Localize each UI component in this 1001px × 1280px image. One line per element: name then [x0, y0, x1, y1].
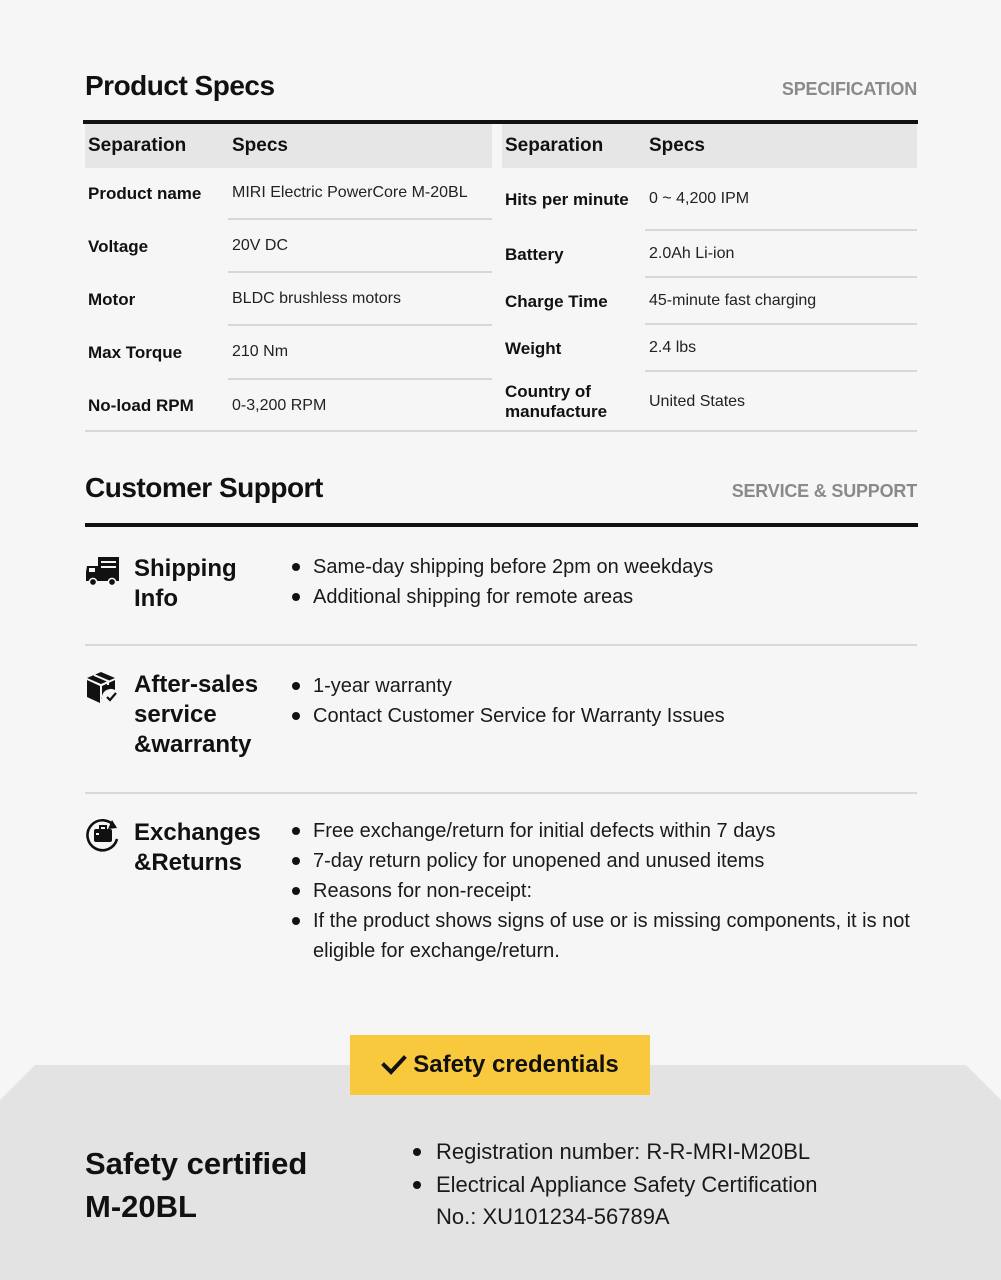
check-icon	[381, 1054, 407, 1076]
spec-label: Motor	[88, 289, 136, 309]
list-item: 7-day return policy for unopened and unused items	[290, 846, 920, 876]
header-separation: Separation	[505, 135, 604, 156]
safety-title-line2: M-20BL	[85, 1189, 197, 1224]
safety-list	[410, 1136, 850, 1234]
support-top-rule	[85, 523, 918, 527]
list-item: 1-year warranty	[290, 671, 920, 701]
table-header	[85, 124, 492, 168]
table-row	[502, 231, 917, 278]
table-row	[502, 278, 917, 325]
spec-label: Voltage	[88, 236, 149, 256]
specs-column-left	[85, 124, 492, 432]
specs-column-right	[502, 124, 917, 432]
specs-tag: SPECIFICATION	[781, 79, 917, 99]
divider	[85, 792, 917, 794]
list-item: Reasons for non-receipt:	[290, 876, 920, 906]
spec-label: Product name	[88, 184, 202, 203]
spec-value: 210 Nm	[228, 326, 492, 380]
list-item: Same-day shipping before 2pm on weekdays	[290, 552, 920, 582]
support-item-title: Exchanges &Returns	[134, 819, 261, 876]
specs-title: Product Specs	[85, 70, 275, 101]
box-check-icon	[85, 670, 121, 706]
table-row	[502, 325, 917, 372]
specs-bottom-rule	[85, 430, 917, 432]
specs-header	[85, 70, 917, 102]
spec-label: Charge Time	[505, 291, 608, 311]
list-item: Contact Customer Service for Warranty Issues	[290, 701, 920, 731]
table-row	[85, 273, 492, 326]
table-row	[85, 380, 492, 432]
table-row	[85, 220, 492, 273]
header-specs: Specs	[649, 135, 705, 156]
support-item-list	[290, 671, 920, 731]
list-item: If the product shows signs of use or is missing components, it is not eligible for exchange/return.	[290, 906, 920, 966]
table-row	[85, 168, 492, 220]
table-row	[85, 326, 492, 380]
support-item-shipping	[85, 552, 917, 632]
spec-value: 20V DC	[228, 220, 492, 273]
header-specs: Specs	[232, 135, 288, 156]
exchange-icon	[85, 817, 121, 853]
header-separation: Separation	[88, 135, 187, 156]
spec-value: 2.4 lbs	[645, 325, 917, 372]
truck-icon	[85, 554, 121, 590]
list-item: Additional shipping for remote areas	[290, 582, 920, 612]
spec-value: 45-minute fast charging	[645, 278, 917, 325]
support-tag: SERVICE & SUPPORT	[731, 481, 917, 501]
support-item-list	[290, 816, 920, 966]
spec-label: Country of manufacture	[505, 382, 608, 421]
divider	[85, 644, 917, 646]
table-header	[502, 124, 917, 168]
spec-label: Battery	[505, 244, 564, 264]
support-title: Customer Support	[85, 472, 323, 503]
spec-label: No-load RPM	[88, 396, 194, 415]
safety-title	[85, 1142, 365, 1228]
spec-value: BLDC brushless motors	[228, 273, 492, 326]
spec-value: 0 ~ 4,200 IPM	[645, 168, 917, 231]
support-item-warranty	[85, 670, 917, 770]
spec-value: MIRI Electric PowerCore M-20BL	[228, 168, 492, 220]
support-item-list	[290, 552, 920, 612]
support-header	[85, 472, 917, 504]
support-item-title: Shipping Info	[134, 555, 237, 612]
spec-value: 2.0Ah Li-ion	[645, 231, 917, 278]
spec-value: 0-3,200 RPM	[232, 397, 327, 414]
safety-credentials-button[interactable]	[350, 1035, 650, 1095]
list-item: Free exchange/return for initial defects within 7 days	[290, 816, 920, 846]
specs-table	[85, 124, 917, 434]
safety-title-line1: Safety certified	[85, 1146, 308, 1181]
table-row	[502, 372, 917, 432]
list-item: Registration number: R-R-MRI-M20BL	[410, 1136, 850, 1168]
support-item-exchanges	[85, 816, 917, 976]
spec-value: United States	[649, 393, 746, 410]
spec-label: Hits per minute	[505, 189, 629, 209]
table-row	[502, 168, 917, 231]
list-item: Electrical Appliance Safety Certification No.: XU101234-56789A	[410, 1169, 850, 1233]
safety-credentials-label: Safety credentials	[413, 1051, 619, 1078]
spec-label: Max Torque	[88, 343, 183, 362]
support-item-title: After-sales service &warranty	[134, 671, 259, 758]
spec-label: Weight	[505, 338, 562, 358]
